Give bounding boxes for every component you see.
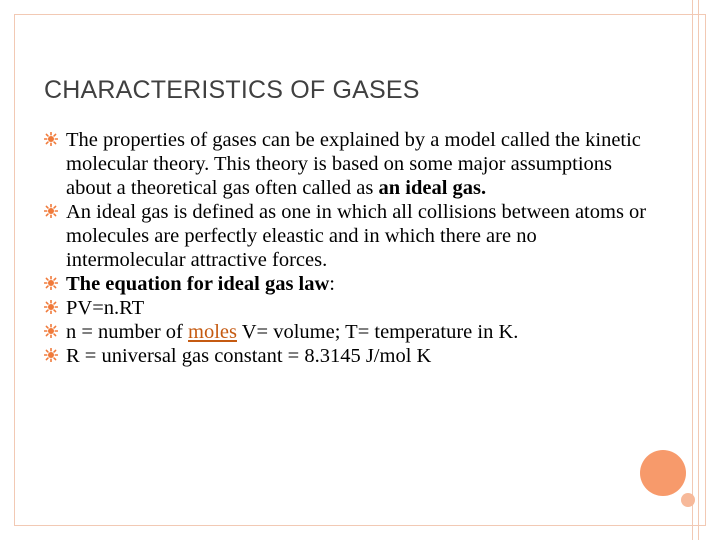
bullet-item (44, 128, 654, 200)
bullet-text: R = universal gas constant = 8.3145 J/mol K (66, 345, 432, 367)
sun-icon (44, 276, 58, 290)
bullet-item (44, 344, 654, 368)
bullet-item (44, 272, 654, 296)
bullet-text: PV=n.RT (66, 297, 145, 319)
right-rule-line (692, 0, 693, 540)
bullet-item (44, 296, 654, 320)
bullet-text: The properties of gases can be explained by a model called the kinetic molecular theory. This theory is based on some major assumptions about a theoretical gas often called as (66, 129, 641, 199)
bold-text: an ideal gas. (378, 177, 487, 199)
bullet-text: An ideal gas is defined as one in which all collisions between atoms or molecules are perfectly eleastic and in which there are no intermolecular attractive forces. (66, 201, 647, 271)
moles-link[interactable]: moles (188, 321, 237, 343)
bullet-text: V= volume; T= temperature in K. (236, 321, 519, 343)
frame-bottom-border (14, 525, 706, 526)
frame-top-border (14, 14, 706, 15)
sun-icon (44, 300, 58, 314)
bullet-text: n = number of (66, 321, 189, 343)
bullet-item (44, 200, 654, 272)
bold-text: The equation for ideal gas law (66, 273, 330, 295)
sun-icon (44, 348, 58, 362)
bullet-text: : (329, 273, 335, 295)
sun-icon (44, 324, 58, 338)
right-rule-line (698, 0, 699, 540)
sun-icon (44, 204, 58, 218)
sun-icon (44, 132, 58, 146)
slide-title: CHARACTERISTICS OF GASES (44, 76, 420, 104)
decorative-circle-large (640, 450, 686, 496)
bullet-list (44, 128, 654, 368)
decorative-circle-small (681, 493, 695, 507)
bullet-item (44, 320, 654, 344)
